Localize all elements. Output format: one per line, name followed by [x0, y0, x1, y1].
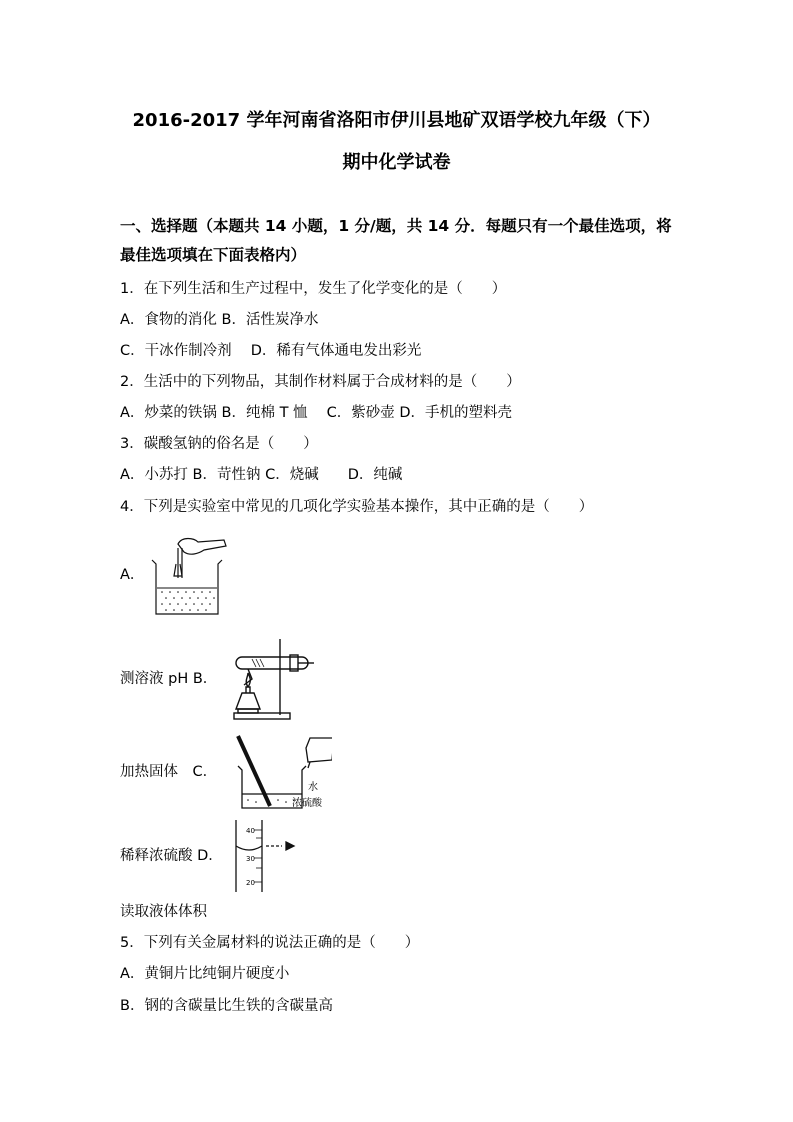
figure-heating-solid	[230, 635, 320, 721]
question-1-option-line-2: C．干冰作制冷剂 D．稀有气体通电发出彩光	[120, 343, 422, 359]
question-5-option-b: B．钢的含碳量比生铁的含碳量高	[120, 998, 333, 1014]
question-1-option-line-1: A．食物的消化 B．活性炭净水	[120, 312, 319, 328]
question-4-option-d-caption: 读取液体体积	[120, 904, 207, 920]
question-5-option-a: A．黄铜片比纯铜片硬度小	[120, 966, 290, 982]
question-4-option-d-label: 稀释浓硫酸 D．	[120, 848, 223, 864]
title-line-2: 期中化学试卷	[342, 152, 451, 173]
question-1-stem: 1．在下列生活和生产过程中，发生了化学变化的是（ ）	[120, 281, 507, 297]
label-conc-acid: 浓硫酸	[292, 798, 322, 809]
question-4-stem: 4．下列是实验室中常见的几项化学实验基本操作，其中正确的是（ ）	[120, 499, 594, 515]
title-line-1: 2016-2017 学年河南省洛阳市伊川县地矿双语学校九年级（下）	[132, 110, 661, 131]
question-3-stem: 3．碳酸氢钠的俗名是（ ）	[120, 436, 318, 452]
question-4-option-b-label: 测溶液 pH B．	[120, 671, 218, 687]
tick-label-30: 30	[246, 855, 255, 863]
question-2-stem: 2．生活中的下列物品，其制作材料属于合成材料的是（ ）	[120, 374, 521, 390]
tick-label-40: 40	[246, 827, 255, 835]
tick-label-20: 20	[246, 879, 255, 887]
section-heading-line-2: 最佳选项填在下面表格内）	[120, 246, 307, 264]
question-2-option-line-1: A．炒菜的铁锅 B．纯棉 T 恤 C．紫砂壶 D．手机的塑料壳	[120, 405, 513, 421]
label-water: 水	[308, 782, 318, 793]
figure-ph-test-beaker	[148, 530, 232, 618]
question-5-stem: 5．下列有关金属材料的说法正确的是（ ）	[120, 935, 420, 951]
figure-read-volume	[228, 818, 308, 894]
question-3-option-line-1: A．小苏打 B．苛性钠 C．烧碱 D．纯碱	[120, 467, 403, 483]
question-4-option-a-label: A．	[120, 567, 145, 583]
section-heading-line-1: 一、选择题（本题共 14 小题，1 分/题，共 14 分．每题只有一个最佳选项，将	[120, 217, 672, 235]
question-4-option-c-label: 加热固体 C．	[120, 764, 218, 780]
figure-dilute-acid	[228, 732, 332, 814]
